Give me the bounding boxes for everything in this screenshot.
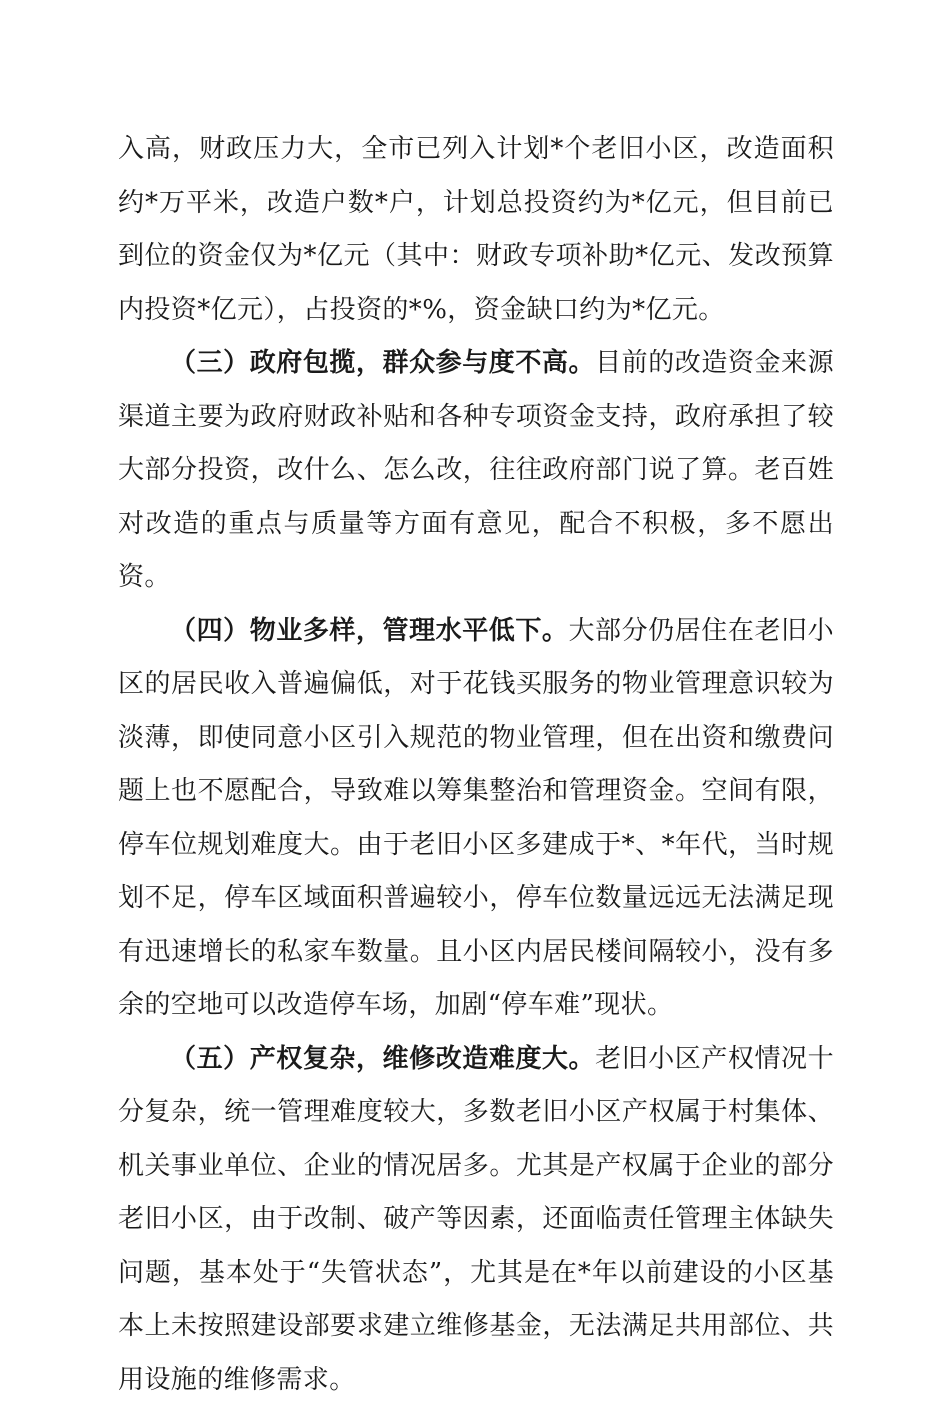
paragraph-text: 目前的改造资金来源渠道主要为政府财政补贴和各种专项资金支持，政府承担了较大部分投资，改什么、怎么改，往往政府部门说了算。老百姓对改造的重点与质量等方面有意见，配合不积极，多不愿出资。 xyxy=(118,348,834,592)
paragraph-text: 入高，财政压力大，全市已列入计划*个老旧小区，改造面积约*万平米，改造户数*户，计划总投资约为*亿元，但目前已到位的资金仅为*亿元（其中：财政专项补助*亿元、发改预算内投资*亿元），占投资的*%，资金缺口约为*亿元。 xyxy=(118,134,834,325)
paragraph-government-led xyxy=(118,337,834,605)
paragraph-funding-gap xyxy=(118,123,834,337)
paragraph-heading: （五）产权复杂，维修改造难度大。 xyxy=(170,1044,595,1074)
paragraph-text: 大部分仍居住在老旧小区的居民收入普遍偏低，对于花钱买服务的物业管理意识较为淡薄，即使同意小区引入规范的物业管理，但在出资和缴费问题上也不愿配合，导致难以筹集整治和管理资金。空间有限，停车位规划难度大。由于老旧小区多建成于*、*年代，当时规划不足，停车区域面积普遍较小，停车位数量远远无法满足现有迅速增长的私家车数量。且小区内居民楼间隔较小，没有多余的空地可以改造停车场，加剧“停车难”现状。 xyxy=(118,616,834,1021)
paragraph-property-management xyxy=(118,605,834,1033)
paragraph-text: 老旧小区产权情况十分复杂，统一管理难度较大，多数老旧小区产权属于村集体、机关事业单位、企业的情况居多。尤其是产权属于企业的部分老旧小区，由于改制、破产等因素，还面临责任管理主体缺失问题，基本处于“失管状态”，尤其是在*年以前建设的小区基本上未按照建设部要求建立维修基金，无法满足共用部位、共用设施的维修需求。 xyxy=(118,1044,834,1395)
document-body xyxy=(118,123,834,1407)
paragraph-heading: （四）物业多样，管理水平低下。 xyxy=(170,616,568,646)
paragraph-property-rights xyxy=(118,1033,834,1407)
paragraph-heading: （三）政府包揽，群众参与度不高。 xyxy=(170,348,595,378)
